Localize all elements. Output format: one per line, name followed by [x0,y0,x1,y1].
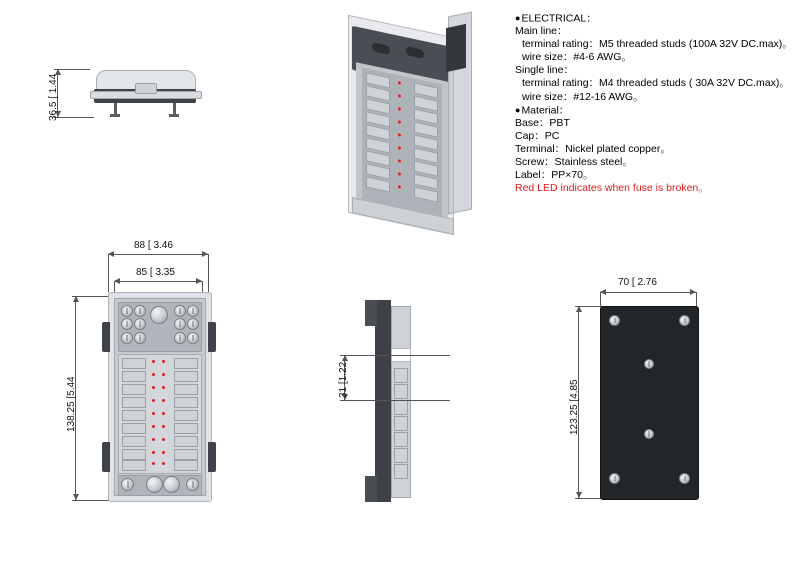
back-mount-hole [679,473,690,484]
spec-line-main-wire-size: wire size：#4-6 AWG。 [522,51,632,64]
iso-led-indicator [398,94,401,98]
iso-led-indicator [398,81,401,85]
dim-ext-right-outer [208,254,209,292]
spec-line-main-line: Main line： [515,25,568,38]
iso-top-cap-side [446,24,466,72]
dim-front-inner-line [114,281,202,282]
dim-back-width-label: 70 [ 2.76 [618,277,657,288]
section-fuse [394,400,408,415]
dim-back-width-line [600,292,696,293]
section-tab-top [365,300,377,326]
dim-ext-top-back [575,306,603,307]
front-led-indicator [162,462,165,465]
iso-led-indicator [398,172,401,176]
front-led-indicator [152,386,155,389]
back-centre-hole-bottom [644,429,654,439]
iso-led-indicator [398,146,401,150]
front-led-indicator [162,373,165,376]
spec-line-base: Base：PBT [515,116,570,129]
dim-front-inner-width-label: 85 [ 3.35 [136,267,175,278]
spec-line-single-wire-size: wire size：#12-16 AWG。 [522,90,644,103]
front-main-stud-bottom-left [146,476,163,493]
front-fuse [122,423,146,434]
side-foot-right [169,114,179,117]
front-led-indicator [152,425,155,428]
section-fuse [394,368,408,383]
bullet-icon: ● [515,104,521,115]
section-fuse [394,448,408,463]
front-fuse [122,358,146,369]
front-mount-ear-left-bottom [102,442,110,472]
spec-line-main-terminal-rating: terminal rating：M5 threaded studs (100A 32V DC.max)。 [522,38,793,51]
front-screw [134,318,146,330]
dim-ext-left-outer [108,254,109,292]
front-screw [174,305,186,317]
front-led-indicator [152,451,155,454]
spec-line-single-terminal-rating: terminal rating：M4 threaded studs ( 30A 32V DC.max)。 [522,77,790,90]
iso-led-indicator [398,133,401,137]
iso-led-indicator [398,120,401,124]
specification-block [515,12,795,195]
front-main-stud-left [150,306,168,324]
front-screw [121,305,133,317]
iso-led-indicator [398,185,401,189]
front-screw [174,318,186,330]
front-screw [134,305,146,317]
front-screw [121,318,133,330]
front-mount-ear-right-top [208,322,216,352]
front-mount-ear-left-top [102,322,110,352]
spec-line-screw: Screw：Stainless steel。 [515,156,633,169]
side-centre-boss [135,83,157,94]
front-fuse [122,410,146,421]
front-led-indicator [152,399,155,402]
front-fuse [174,449,198,460]
front-screw [121,478,134,491]
dim-back-height-label: 123.25 [4.85 [569,379,580,435]
front-fuse [122,397,146,408]
front-led-indicator [162,360,165,363]
spec-line-red-led-note: Red LED indicates when fuse is broken。 [515,182,709,195]
dim-ext-left-back [600,292,601,306]
dim-section-ref-bottom [340,400,450,401]
front-fuse [174,460,198,471]
dim-front-outer-width-label: 88 [ 3.46 [134,240,173,251]
dim-front-height-label: 138.25 [5.44 [66,376,77,432]
isometric-view [330,18,490,238]
section-fuse [394,464,408,479]
front-screw [187,305,199,317]
dim-side-height-label: 36.5 [ 1.44 [48,73,59,121]
side-elevation-view [80,60,210,140]
front-led-indicator [162,399,165,402]
front-fuse [174,410,198,421]
back-mount-hole [679,315,690,326]
section-tab-bottom [365,476,377,502]
front-fuse [122,384,146,395]
front-led-indicator [152,412,155,415]
front-fuse [174,371,198,382]
iso-fuse-array [364,70,440,212]
section-back-plate [375,300,391,502]
dim-arrow-up [342,355,348,361]
iso-led-indicator [398,107,401,111]
dim-ext-bottom [54,117,94,118]
front-view [100,292,220,504]
side-section-view [355,296,435,506]
back-mount-hole [609,473,620,484]
dim-front-outer-line [108,254,208,255]
dim-section-ref-top [340,355,450,356]
back-mount-hole [609,315,620,326]
front-fuse [122,460,146,471]
section-fuse [394,432,408,447]
back-view [600,306,699,500]
front-led-indicator [152,462,155,465]
dim-side-depth-label: 31 [1.22 [338,361,349,398]
iso-led-indicator [398,159,401,163]
front-fuse [122,436,146,447]
section-fuse [394,384,408,399]
front-fuse [174,384,198,395]
front-led-indicator [162,386,165,389]
spec-line-terminal: Terminal：Nickel plated copper。 [515,142,671,155]
front-fuse [174,397,198,408]
front-led-indicator [152,438,155,441]
bullet-icon: ● [515,13,521,23]
front-fuse [174,358,198,369]
front-screw [186,478,199,491]
front-fuse [122,449,146,460]
front-screw [187,318,199,330]
front-led-indicator [162,451,165,454]
back-centre-hole-top [644,359,654,369]
front-screw [174,332,186,344]
spec-line-label: Label：PP×70。 [515,169,594,182]
front-mount-ear-right-bottom [208,442,216,472]
front-led-indicator [162,412,165,415]
front-screw [121,332,133,344]
front-screw [187,332,199,344]
front-screw [134,332,146,344]
section-fuse [394,416,408,431]
front-led-indicator [162,425,165,428]
front-fuse [174,436,198,447]
front-led-indicator [162,438,165,441]
dim-ext-top [54,69,90,70]
side-foot-left [110,114,120,117]
spec-line-single-line: Single line： [515,64,574,77]
front-fuse [122,371,146,382]
front-main-stud-bottom-right [163,476,180,493]
dim-ext-right-back [696,292,697,306]
spec-heading-material: ●Material： [515,103,570,116]
spec-heading-electrical: ●ELECTRICAL： [515,12,597,25]
front-fuse [174,423,198,434]
front-led-indicator [152,360,155,363]
front-led-indicator [152,373,155,376]
spec-line-cap: Cap：PC [515,129,560,142]
dim-ext-bottom-back [575,498,603,499]
